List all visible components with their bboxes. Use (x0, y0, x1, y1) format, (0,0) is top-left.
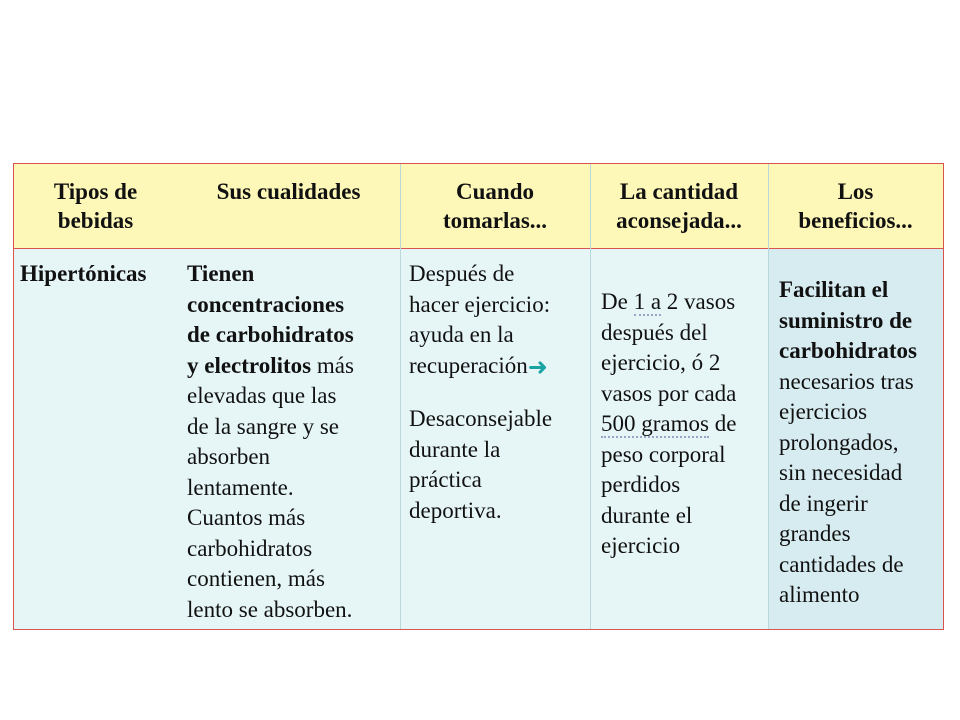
qualities-line-tail: más (311, 352, 354, 378)
qualities-line: carbohidratos (187, 535, 313, 561)
qualities-line: Cuantos más (187, 505, 306, 530)
benefits-line: carbohidratos (779, 338, 917, 363)
cell-qualities (187, 249, 397, 625)
when-line: durante la (409, 436, 501, 462)
qualities-line: Tienen (187, 261, 255, 286)
amount-highlight: 1 a (633, 289, 662, 314)
header-line: Cuando (456, 179, 534, 204)
when-line: deportiva. (409, 497, 502, 523)
benefits-line: cantidades de (779, 551, 904, 577)
beverage-type-label: Hipertónicas (20, 261, 147, 286)
benefits-line: necesarios tras (779, 368, 914, 394)
when-paragraph-1 (409, 259, 587, 381)
amount-line: vasos por cada (601, 380, 737, 406)
header-sus-cualidades (177, 164, 400, 248)
when-line: hacer ejercicio: (409, 291, 551, 317)
header-line: bebidas (57, 208, 134, 233)
amount-line-rest: de (708, 411, 737, 436)
benefits-line: grandes (779, 521, 851, 546)
amount-line: después del (601, 319, 708, 345)
benefits-line: prolongados, (779, 429, 899, 455)
amount-line: ejercicio, ó 2 (601, 350, 721, 375)
amount-line: peso corporal (601, 441, 726, 467)
cell-benefits (769, 249, 943, 629)
header-line: Los (837, 179, 874, 204)
header-cuando-tomarlas (400, 164, 590, 248)
benefits-line: alimento (779, 582, 860, 607)
qualities-line: elevadas que las (187, 383, 337, 408)
benefits-line: Facilitan el (779, 277, 889, 302)
when-line: recuperación (409, 352, 528, 378)
qualities-line: lentamente. (187, 474, 294, 500)
amount-line: ejercicio (601, 533, 681, 558)
qualities-line: lento se absorben. (187, 596, 353, 622)
when-paragraph-2 (409, 404, 587, 526)
cell-when-to-drink (409, 249, 587, 549)
qualities-line: de la sangre y se (187, 413, 339, 439)
qualities-line: absorben (187, 444, 271, 469)
benefits-line: sin necesidad (779, 460, 903, 485)
benefits-line: ejercicios (779, 399, 868, 424)
header-beneficios (768, 164, 943, 248)
header-line: tomarlas... (442, 208, 548, 233)
amount-prefix: De (601, 289, 634, 314)
header-cantidad-aconsejada (590, 164, 768, 248)
right-arrow-icon: ➜ (527, 353, 548, 382)
qualities-line: de carbohidratos (187, 322, 354, 347)
amount-line: perdidos (601, 472, 681, 497)
cell-beverage-type (20, 249, 177, 290)
table-header-row (14, 164, 943, 249)
benefits-line: suministro de (779, 307, 913, 333)
header-line: La cantidad (619, 179, 739, 204)
qualities-line: y electrolitos (187, 352, 312, 378)
benefits-line: de ingerir (779, 490, 868, 516)
header-tipos-de-bebidas (14, 164, 177, 248)
column-divider (400, 164, 401, 629)
cell-recommended-amount (601, 249, 766, 562)
header-line: Sus cualidades (216, 179, 361, 204)
qualities-line: concentraciones (187, 291, 345, 317)
when-line: Desaconsejable (409, 406, 553, 431)
column-divider (590, 164, 591, 629)
when-line: Después de (409, 261, 515, 286)
qualities-line: contienen, más (187, 566, 325, 591)
header-line: aconsejada... (616, 208, 742, 233)
header-line: Tipos de (53, 179, 138, 204)
amount-line-rest: 2 vasos (661, 289, 736, 314)
beverages-table (13, 163, 944, 630)
amount-highlight: 500 gramos (601, 411, 709, 436)
header-line: beneficios... (798, 208, 913, 233)
when-line: práctica (409, 467, 482, 492)
when-line: ayuda en la (409, 322, 514, 347)
amount-line: durante el (601, 502, 693, 528)
